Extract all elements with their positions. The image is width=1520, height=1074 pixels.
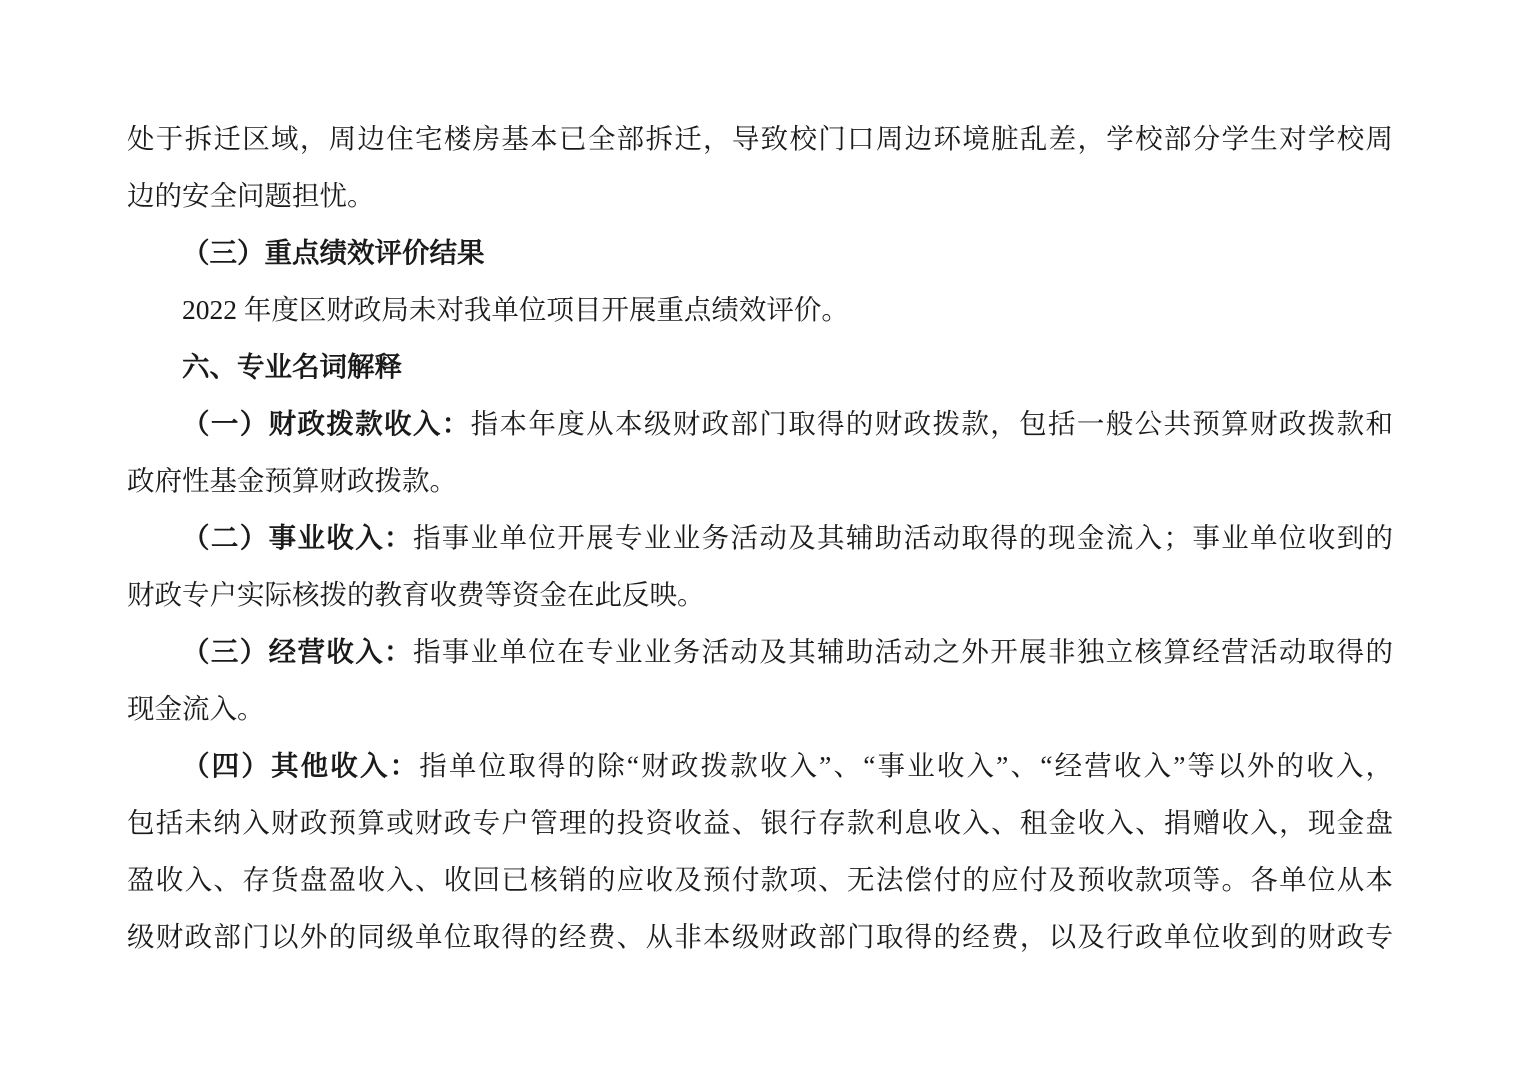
text-line <box>127 167 1393 224</box>
text-run: 六、专业名词解释 <box>182 351 402 382</box>
text-line <box>127 737 1393 794</box>
paragraph-term-other-income <box>127 737 1393 965</box>
heading-section-6-terminology <box>127 338 1393 395</box>
text-run: （四）其他收入： <box>182 750 420 781</box>
text-run: 处于拆迁区域，周边住宅楼房基本已全部拆迁，导致校门口周边环境脏乱差，学校部分学生对学校周 <box>127 123 1393 154</box>
text-line <box>127 794 1393 851</box>
text-run: 级财政部门以外的同级单位取得的经费、从非本级财政部门取得的经费，以及行政单位收到的财政专 <box>127 921 1393 952</box>
paragraph-term-fiscal-appropriation-income <box>127 395 1393 509</box>
text-run: 政府性基金预算财政拨款。 <box>127 465 457 496</box>
text-run: 现金流入。 <box>127 693 265 724</box>
text-run: （三）重点绩效评价结果 <box>182 237 485 268</box>
text-line <box>127 509 1393 566</box>
text-line <box>127 395 1393 452</box>
paragraph-term-business-income <box>127 509 1393 623</box>
text-line <box>127 110 1393 167</box>
paragraph-intro-continued <box>127 110 1393 224</box>
text-run: 指单位取得的除“财政拨款收入”、“事业收入”、“经营收入”等以外的收入， <box>419 750 1394 781</box>
text-line <box>127 566 1393 623</box>
text-run: 指事业单位在专业业务活动及其辅助活动之外开展非独立核算经营活动取得的 <box>412 636 1394 667</box>
text-run: （三）经营收入： <box>182 636 413 667</box>
text-line <box>127 680 1393 737</box>
text-run: 包括未纳入财政预算或财政专户管理的投资收益、银行存款利息收入、租金收入、捐赠收入，现金盘 <box>127 807 1393 838</box>
text-line <box>127 281 1393 338</box>
text-line <box>127 224 1393 281</box>
text-run: （一）财政拨款收入： <box>182 408 471 439</box>
text-run: （二）事业收入： <box>182 522 413 553</box>
heading-section-3-key-performance-evaluation <box>127 224 1393 281</box>
text-line <box>127 851 1393 908</box>
text-run: 盈收入、存货盘盈收入、收回已核销的应收及预付款项、无法偿付的应付及预收款项等。各单位从本 <box>127 864 1393 895</box>
text-run: 边的安全问题担忧。 <box>127 180 375 211</box>
paragraph-term-operating-income <box>127 623 1393 737</box>
document-content <box>127 110 1393 965</box>
text-line <box>127 338 1393 395</box>
text-line <box>127 623 1393 680</box>
text-line <box>127 452 1393 509</box>
text-run: 2022 年度区财政局未对我单位项目开展重点绩效评价。 <box>182 294 849 325</box>
text-line <box>127 908 1393 965</box>
text-run: 指本年度从本级财政部门取得的财政拨款，包括一般公共预算财政拨款和 <box>470 408 1394 439</box>
text-run: 财政专户实际核拨的教育收费等资金在此反映。 <box>127 579 705 610</box>
text-run: 指事业单位开展专业业务活动及其辅助活动取得的现金流入；事业单位收到的 <box>412 522 1394 553</box>
paragraph-2022-evaluation-statement <box>127 281 1393 338</box>
